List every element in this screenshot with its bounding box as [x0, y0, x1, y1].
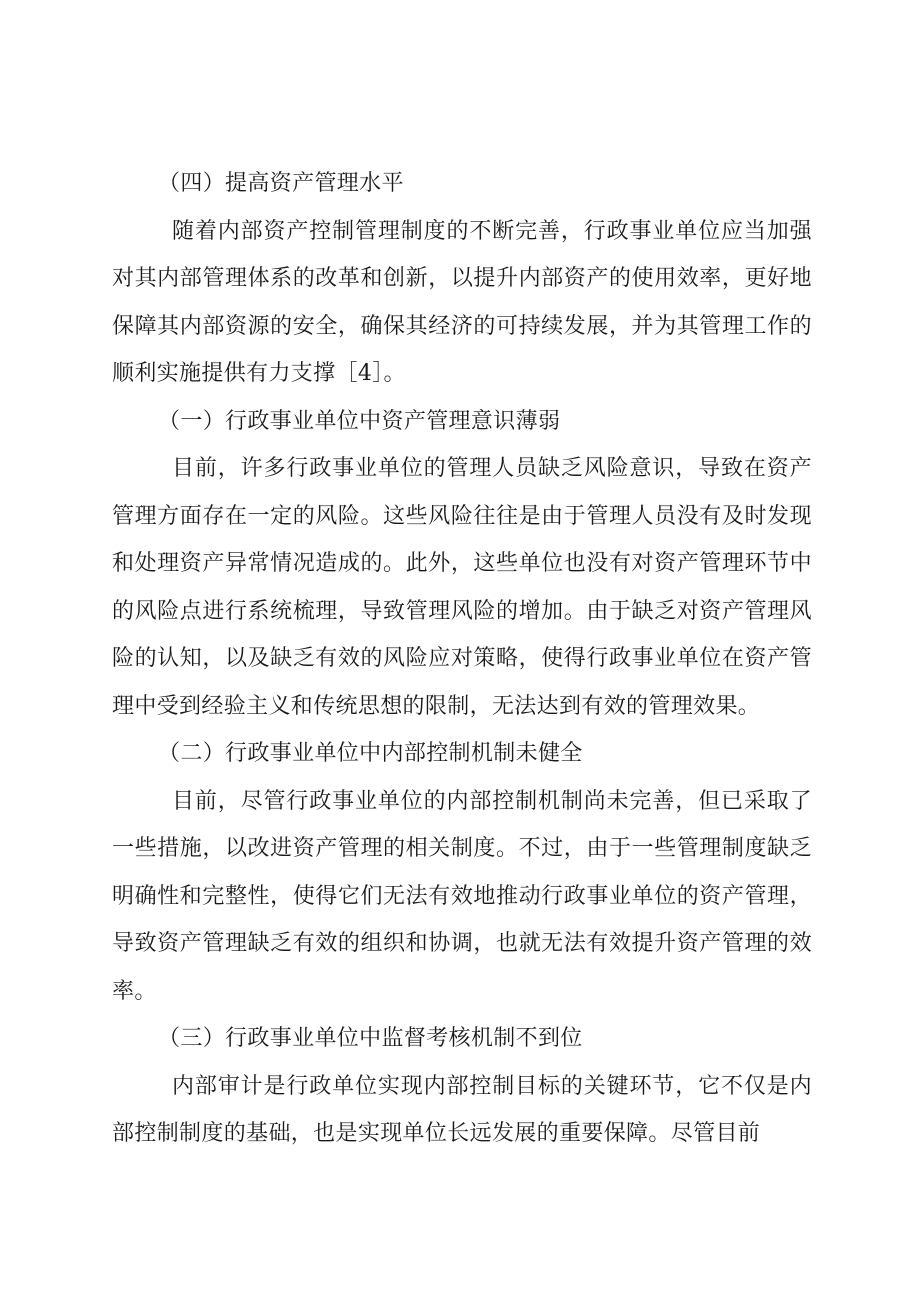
paragraph-incomplete-control: 目前，尽管行政事业单位的内部控制机制尚未完善，但已采取了一些措施，以改进资产管理的相关制度。不过，由于一些管理制度缺乏明确性和完整性，使得它们无法有效地推动行政事业单位的资产管理，导致资产管理缺乏有效的组织和协调，也就无法有效提升资产管理的效率。 [112, 788, 812, 1004]
section-heading-weak-awareness: （一）行政事业单位中资产管理意识薄弱 [158, 408, 561, 434]
section-heading-improve-asset-management: （四）提高资产管理水平 [158, 171, 404, 196]
section-heading-supervision: （三）行政事业单位中监督考核机制不到位 [158, 1026, 583, 1051]
paragraph-weak-awareness: 目前，许多行政事业单位的管理人员缺乏风险意识，导致在资产管理方面存在一定的风险。这些风险往往是由于管理人员没有及时发现和处理资产异常情况造成的。此外，这些单位也没有对资产管理环节中的风险点进行系统梳理，导致管理风险的增加。由于缺乏对资产管理风险的认知，以及缺乏有效的风险应对策略，使得行政事业单位在资产管理中受到经验主义和传统思想的限制，无法达到有效的管理效果。 [112, 456, 812, 719]
section-heading-incomplete-control: （二）行政事业单位中内部控制机制未健全 [158, 741, 583, 766]
document-body [112, 160, 812, 1158]
paragraph-improve-asset-management: 随着内部资产控制管理制度的不断完善，行政事业单位应当加强对其内部管理体系的改革和创新，以提升内部资产的使用效率，更好地保障其内部资源的安全，确保其经济的可持续发展，并为其管理工作的顺利实施提供有力支撑［4］。 [112, 218, 812, 386]
paragraph-supervision: 内部审计是行政单位实现内部控制目标的关键环节，它不仅是内部控制制度的基础，也是实现单位长远发展的重要保障。尽管目前 [112, 1073, 812, 1146]
